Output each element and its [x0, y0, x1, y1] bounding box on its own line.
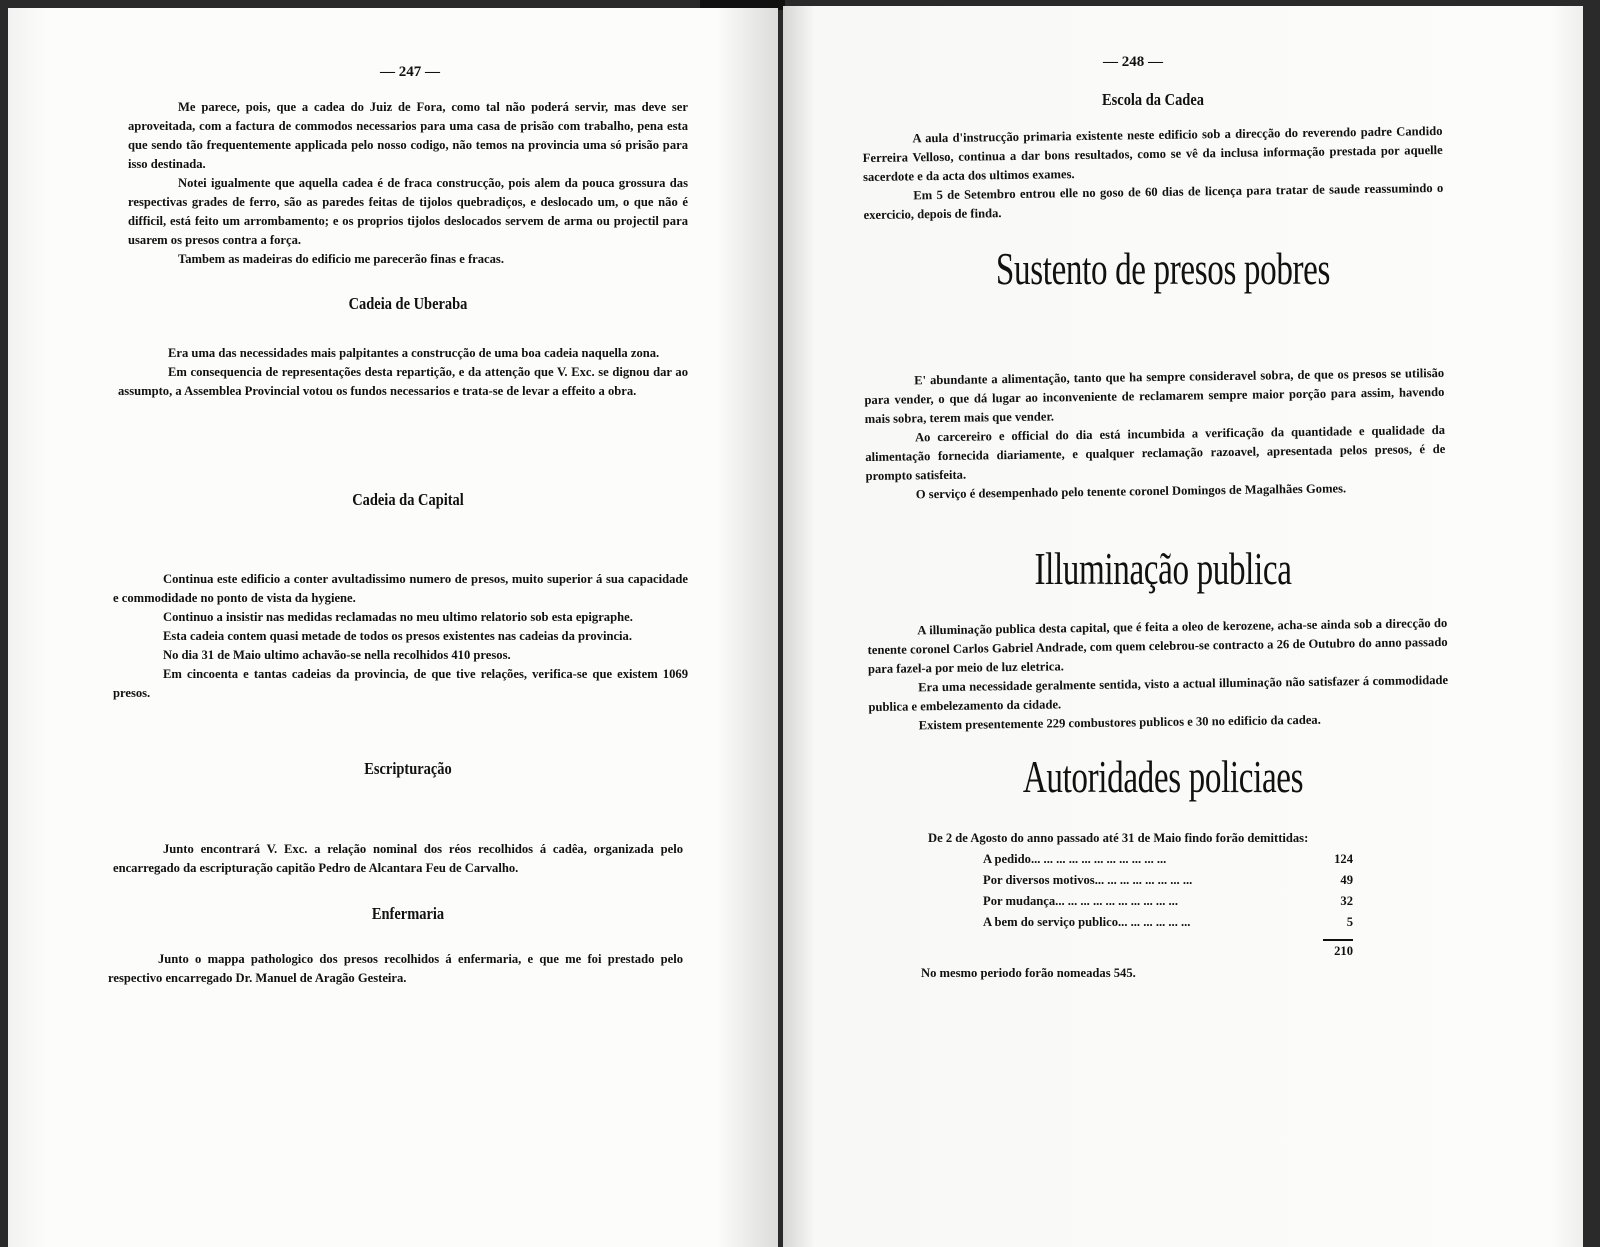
section-heading: Sustento de presos pobres — [995, 243, 1331, 294]
paragraph: Notei igualmente que aquella cadea é de fraca construcção, pois alem da pouca grossura das respectivas grades de ferro, são as paredes feitas de tijolos quebradiços, e deslocado um, o que não é difficil, está feito um arrombamento; e os proprios tijolos deslocados servem de arma ou projectil para usarem os presos contra a força. — [128, 176, 688, 247]
paragraph: Junto encontrará V. Exc. a relação nominal dos réos recolhidos á cadêa, organizada pelo encarregado da escripturação capitão Pedro de Alcantara Feu de Carvalho. — [113, 842, 683, 875]
paragraph: Era uma das necessidades mais palpitantes a construcção de uma boa cadeia naquella zona. — [168, 346, 660, 360]
table-row: Por mudança... ... ... ... ... ... ... ... ... ... 32 — [983, 894, 1353, 908]
left-page — [8, 8, 778, 1247]
paragraph: Esta cadeia contem quasi metade de todos os presos existentes nas cadeias da provincia. — [163, 629, 633, 643]
page-number: — 248 — — [1103, 54, 1163, 70]
paragraph: Tambem as madeiras do edificio me parecerão finas e fracas. — [178, 252, 504, 266]
section-heading: Cadeia de Uberaba — [348, 294, 468, 313]
section-text — [864, 364, 1446, 505]
paragraph: Em cincoenta e tantas cadeias da provincia, de que tive relações, verifica-se que existem 1069 presos. — [113, 667, 688, 700]
dismissals-table — [928, 828, 1353, 962]
table-total: 210 — [1323, 939, 1353, 962]
paragraph: Junto o mappa pathologico dos presos recolhidos á enfermaria, e que me foi prestado pelo respectivo encarregado Dr. Manuel de Aragão Gesteira. — [108, 952, 683, 985]
intro-text — [128, 98, 688, 269]
right-page — [783, 6, 1583, 1247]
footer-note: No mesmo periodo forão nomeadas 545. — [921, 966, 1136, 980]
paragraph: Continuo a insistir nas medidas reclamadas no meu ultimo relatorio sob esta epigraphe. — [163, 610, 633, 624]
page-number: — 247 — — [380, 64, 440, 80]
table-row: A bem do serviço publico... ... ... ... ... ... 5 — [983, 915, 1353, 929]
paragraph: Existem presentemente 229 combustores publicos e 30 no edificio da cadea. — [918, 712, 1321, 733]
paragraph: A illuminação publica desta capital, que é feita a oleo de kerozene, acha-se ainda sob a direcção do tenente coronel Carlos Gabriel Andrade, com quem celebrou-se contracto a 26 de Outubro do anno passado para fazel-a por meio de luz eletrica. — [867, 615, 1448, 677]
section-heading: Enfermaria — [371, 904, 445, 923]
paragraph: O serviço é desempenhado pelo tenente coronel Domingos de Magalhães Gomes. — [915, 481, 1347, 502]
table-intro: De 2 de Agosto do anno passado até 31 de Maio findo forão demittidas: — [928, 831, 1309, 845]
paragraph: No dia 31 de Maio ultimo achavão-se nella recolhidos 410 presos. — [163, 648, 511, 662]
section-heading: Cadeia da Capital — [352, 490, 464, 509]
paragraph: A aula d'instrucção primaria existente neste edificio sob a direcção do reverendo padre Candido Ferreira Velloso, continua a dar bons resultados, como se vê da inclusa informação prestada por aquelle sacerdote e da acta dos ultimos exames. — [862, 123, 1443, 185]
section-text — [867, 614, 1449, 736]
paragraph: E' abundante a alimentação, tanto que ha sempre consideravel sobra, de que os presos se utilisão para vender, o que dá lugar ao inconveniente de reclamarem sempre maior porção para assim, havendo mais sobra, terem mais que vender. — [864, 365, 1445, 427]
section-text — [862, 122, 1443, 225]
paragraph: Ao carcereiro e official do dia está incumbida a verificação da quantidade e qualidade da alimentação fornecida diariamente, e qualquer reclamação razoavel, apresentada pelos presos, é de prompto satisfeita. — [865, 422, 1446, 484]
section-heading: Escripturação — [364, 759, 452, 778]
table-row: Por diversos motivos... ... ... ... ... ... ... ... 49 — [983, 873, 1353, 887]
table-row: A pedido... ... ... ... ... ... ... ... ... ... ... 124 — [983, 852, 1353, 866]
paragraph: Me parece, pois, que a cadea do Juiz de Fora, como tal não poderá servir, mas deve ser aproveitada, com a factura de commodos necessarios para uma casa de prisão com trabalho, pena esta que sendo tão frequentemente applicada pelo nosso codigo, não temos na provincia uma só prisão para isso destinada. — [128, 100, 688, 171]
paragraph: Em 5 de Setembro entrou elle no goso de 60 dias de licença para tratar de saude reassumindo o exercicio, depois de finda. — [863, 180, 1444, 223]
paragraph: Em consequencia de representações desta repartição, e da attenção que V. Exc. se dignou dar ao assumpto, a Assemblea Provincial votou os fundos necessarios e trata-se de levar a effeito a obra. — [118, 365, 688, 398]
section-heading: Autoridades policiaes — [1022, 751, 1304, 802]
paragraph: Era uma necessidade geralmente sentida, visto a actual illuminação não satisfazer á commodidade publica e embelezamento da cidade. — [868, 672, 1449, 715]
section-text — [118, 344, 688, 401]
section-text — [108, 950, 683, 988]
section-text — [113, 570, 688, 703]
section-heading: Illuminação publica — [1034, 543, 1292, 594]
section-heading: Escola da Cadea — [1102, 90, 1204, 109]
paragraph: Continua este edificio a conter avultadissimo numero de presos, muito superior á sua capacidade e commodidade no ponto de vista da hygiene. — [113, 572, 688, 605]
section-text — [113, 840, 683, 878]
